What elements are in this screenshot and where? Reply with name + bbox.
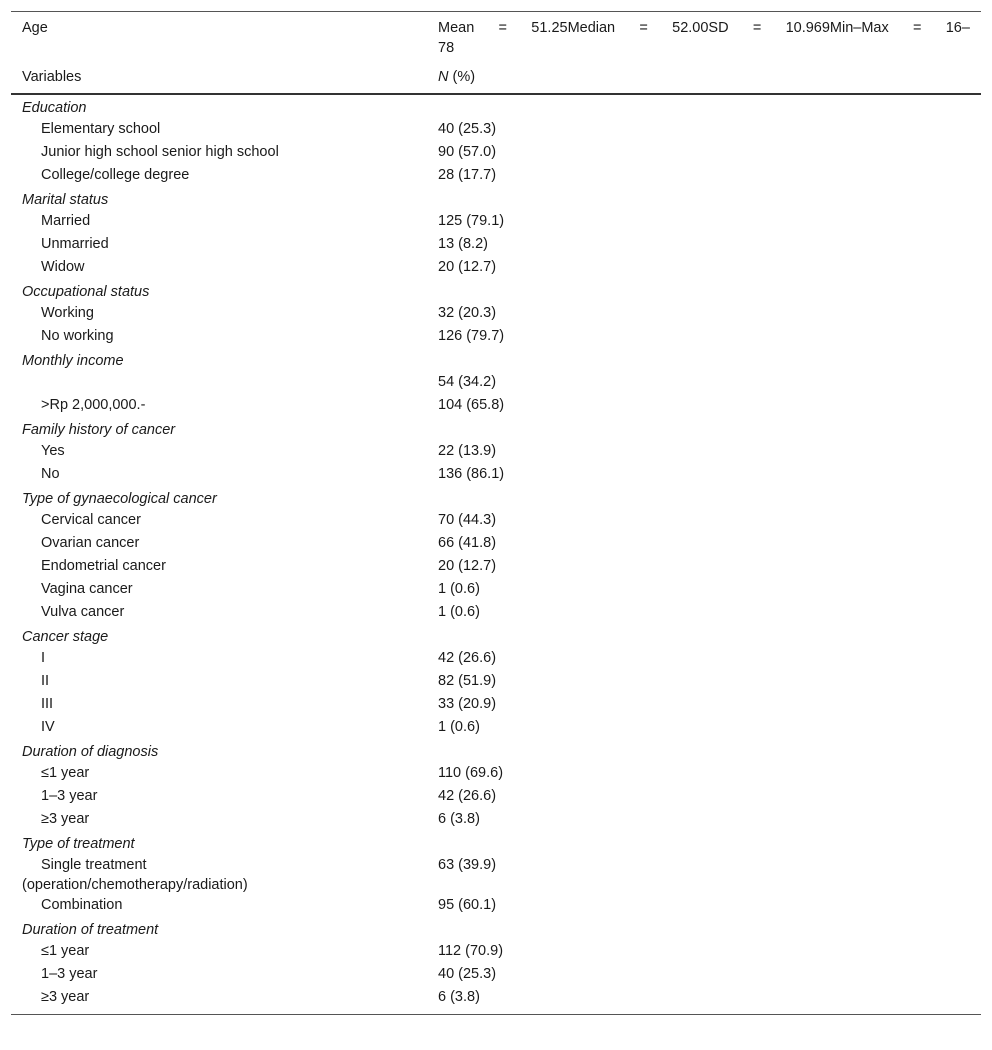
table-row	[11, 510, 981, 533]
row-value: 70 (44.3)	[438, 512, 497, 528]
section-header-row	[11, 94, 981, 119]
row-value: 20 (12.7)	[438, 259, 497, 275]
section-header-row	[11, 832, 981, 855]
age-value-token: 10.969Min–Max	[785, 20, 889, 36]
row-value: 20 (12.7)	[438, 558, 497, 574]
row-value: 66 (41.8)	[438, 535, 497, 551]
table-row	[11, 556, 981, 579]
age-value-line2: 78	[438, 40, 455, 56]
section-header-row	[11, 918, 981, 941]
table-row	[11, 395, 981, 418]
age-label: Age	[22, 20, 48, 36]
row-label: III	[41, 696, 54, 712]
row-label: Yes	[41, 443, 65, 459]
section-title: Family history of cancer	[22, 422, 176, 438]
table-row	[11, 694, 981, 717]
row-label: Junior high school senior high school	[41, 144, 279, 160]
row-value: 42 (26.6)	[438, 650, 497, 666]
age-value-token: =	[498, 20, 508, 36]
section-empty-cell	[427, 280, 981, 303]
section-header-row	[11, 740, 981, 763]
table-row	[11, 372, 981, 395]
row-value: 1 (0.6)	[438, 604, 480, 620]
section-title: Type of gynaecological cancer	[22, 491, 217, 507]
section-title: Type of treatment	[22, 836, 135, 852]
table-row	[11, 165, 981, 188]
section-empty-cell	[427, 487, 981, 510]
table-row	[11, 855, 981, 895]
row-label	[11, 855, 427, 895]
age-value-token: =	[752, 20, 762, 36]
row-label: Combination	[41, 897, 123, 913]
row-label: Vulva cancer	[41, 604, 125, 620]
table-row	[11, 671, 981, 694]
age-value-token: 52.00SD	[672, 20, 729, 36]
row-label: ≤1 year	[41, 765, 90, 781]
row-label: 1–3 year	[41, 966, 98, 982]
table-row	[11, 142, 981, 165]
row-label: No	[41, 466, 60, 482]
table-row	[11, 602, 981, 625]
row-value: 40 (25.3)	[438, 966, 497, 982]
row-value: 125 (79.1)	[438, 213, 505, 229]
age-value-token: Mean	[438, 20, 475, 36]
table-row	[11, 809, 981, 832]
section-empty-cell	[427, 740, 981, 763]
row-value: 42 (26.6)	[438, 788, 497, 804]
table-row	[11, 648, 981, 671]
row-value: 54 (34.2)	[438, 374, 497, 390]
row-label: >Rp 2,000,000.-	[41, 397, 146, 413]
table-row	[11, 763, 981, 786]
header-n-percent	[427, 66, 981, 94]
row-value: 1 (0.6)	[438, 719, 480, 735]
age-value-token: 16–	[945, 20, 970, 36]
section-header-row	[11, 280, 981, 303]
section-empty-cell	[427, 94, 981, 119]
row-label: Endometrial cancer	[41, 558, 166, 574]
section-title: Duration of treatment	[22, 922, 159, 938]
row-label: Elementary school	[41, 121, 161, 137]
row-label: ≥3 year	[41, 811, 90, 827]
section-header-row	[11, 625, 981, 648]
row-value: 6 (3.8)	[438, 811, 480, 827]
row-value: 1 (0.6)	[438, 581, 480, 597]
row-value: 6 (3.8)	[438, 989, 480, 1005]
table-row	[11, 533, 981, 556]
row-value: 22 (13.9)	[438, 443, 497, 459]
age-row	[11, 12, 981, 66]
row-label	[11, 372, 427, 395]
row-label: 1–3 year	[41, 788, 98, 804]
row-value: 90 (57.0)	[438, 144, 497, 160]
row-value: 112 (70.9)	[438, 943, 504, 959]
table-row	[11, 326, 981, 349]
table-row	[11, 119, 981, 142]
row-label: I	[41, 650, 46, 666]
row-label: Working	[41, 305, 94, 321]
row-label: Ovarian cancer	[41, 535, 140, 551]
section-title: Marital status	[22, 192, 109, 208]
table-row	[11, 579, 981, 602]
row-label: Unmarried	[41, 236, 109, 252]
row-value: 82 (51.9)	[438, 673, 497, 689]
table-row	[11, 303, 981, 326]
section-empty-cell	[427, 832, 981, 855]
row-label: Cervical cancer	[41, 512, 141, 528]
section-header-row	[11, 418, 981, 441]
section-title: Occupational status	[22, 284, 150, 300]
row-label: II	[41, 673, 50, 689]
section-empty-cell	[427, 918, 981, 941]
row-value: 95 (60.1)	[438, 897, 497, 913]
section-title: Duration of diagnosis	[22, 744, 159, 760]
row-label: IV	[41, 719, 55, 735]
row-label: ≤1 year	[41, 943, 90, 959]
table-row	[11, 786, 981, 809]
section-header-row	[11, 349, 981, 372]
section-empty-cell	[427, 349, 981, 372]
row-value: 63 (39.9)	[438, 857, 497, 873]
table-row	[11, 234, 981, 257]
header-n: N	[438, 69, 449, 85]
section-header-row	[11, 188, 981, 211]
row-label: Widow	[41, 259, 85, 275]
row-label: No working	[41, 328, 114, 344]
table-row	[11, 895, 981, 918]
demographics-table	[11, 11, 981, 1015]
row-value: 33 (20.9)	[438, 696, 497, 712]
section-title: Cancer stage	[22, 629, 109, 645]
header-variables: Variables	[11, 66, 427, 94]
age-value-token: =	[639, 20, 648, 36]
header-percent: (%)	[448, 69, 476, 85]
section-empty-cell	[427, 625, 981, 648]
row-value: 28 (17.7)	[438, 167, 497, 183]
age-value-token: =	[913, 20, 922, 36]
section-header-row	[11, 487, 981, 510]
table-row	[11, 211, 981, 234]
row-label-line2: (operation/chemotherapy/radiation)	[22, 877, 248, 893]
header-row	[11, 66, 981, 94]
row-value: 104 (65.8)	[438, 397, 505, 413]
table-row	[11, 464, 981, 487]
table-row	[11, 257, 981, 280]
age-value	[427, 12, 981, 66]
section-title: Monthly income	[22, 353, 124, 369]
row-value: 110 (69.6)	[438, 765, 504, 781]
row-label: ≥3 year	[41, 989, 90, 1005]
row-label: Married	[41, 213, 91, 229]
table-row	[11, 441, 981, 464]
section-empty-cell	[427, 418, 981, 441]
row-value: 32 (20.3)	[438, 305, 497, 321]
table-row	[11, 987, 981, 1014]
row-value: 126 (79.7)	[438, 328, 505, 344]
table-row	[11, 964, 981, 987]
row-value: 13 (8.2)	[438, 236, 488, 252]
table-row	[11, 717, 981, 740]
row-label: College/college degree	[41, 167, 190, 183]
row-label: Vagina cancer	[41, 581, 133, 597]
row-value: 40 (25.3)	[438, 121, 497, 137]
row-label-line1: Single treatment	[41, 857, 147, 873]
section-title: Education	[22, 100, 87, 116]
table-row	[11, 941, 981, 964]
age-value-token: 51.25Median	[531, 20, 616, 36]
section-empty-cell	[427, 188, 981, 211]
age-value-line1	[438, 18, 970, 38]
row-value: 136 (86.1)	[438, 466, 505, 482]
